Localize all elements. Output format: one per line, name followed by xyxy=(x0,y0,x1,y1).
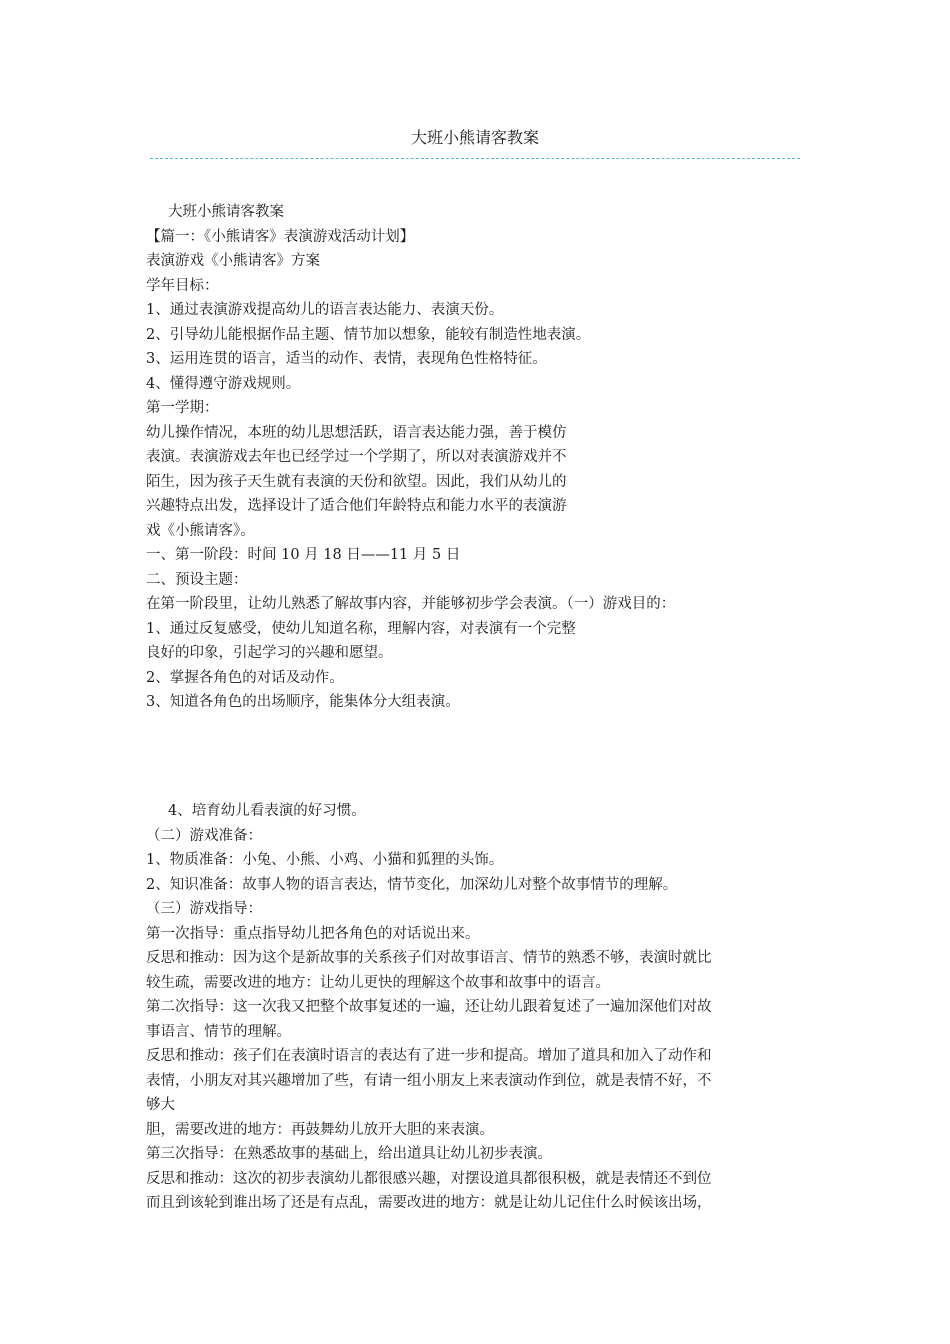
paragraph: 在第一阶段里，让幼儿熟悉了解故事内容，并能够初步学会表演。（一）游戏目的： xyxy=(146,596,676,612)
subtitle: 大班小熊请客教案 xyxy=(168,204,284,220)
paragraph: 一、第一阶段：时间 10 月 18 日——11 月 5 日 xyxy=(146,547,461,563)
paragraph: 3、运用连贯的语言，适当的动作、表情，表现角色性格特征。 xyxy=(146,351,547,367)
paragraph: 第二次指导：这一次我又把整个故事复述的一遍，还让幼儿跟着复述了一遍加深他们对故 xyxy=(146,999,712,1015)
paragraph: 反思和推动：这次的初步表演幼儿都很感兴趣，对摆设道具都很积极，就是表情还不到位 xyxy=(146,1170,712,1187)
paragraph: 陌生，因为孩子天生就有表演的天份和欲望。因此，我们从幼儿的 xyxy=(146,473,567,490)
paragraph: 2、引导幼儿能根据作品主题、情节加以想象，能较有制造性地表演。 xyxy=(146,326,591,343)
body-section-2 xyxy=(146,799,810,1216)
paragraph: 事语言、情节的理解。 xyxy=(146,1023,291,1040)
paragraph: 够大 xyxy=(146,1097,175,1113)
paragraph: （三）游戏指导： xyxy=(146,901,262,917)
paragraph: 反思和推动：孩子们在表演时语言的表达有了进一步和提高。增加了道具和加入了动作和 xyxy=(146,1048,712,1064)
document-title: 大班小熊请客教案 xyxy=(410,128,539,147)
paragraph: 【篇一：《小熊请客》表演游戏活动计划】 xyxy=(146,228,415,245)
paragraph: 第三次指导：在熟悉故事的基础上，给出道具让幼儿初步表演。 xyxy=(146,1146,552,1162)
paragraph: 二、预设主题： xyxy=(146,571,248,588)
paragraph: 胆，需要改进的地方：再鼓舞幼儿放开大胆的来表演。 xyxy=(146,1121,494,1138)
paragraph: 而且到该轮到谁出场了还是有点乱，需要改进的地方：就是让幼儿记住什么时候该出场， xyxy=(146,1195,712,1211)
paragraph: 2、掌握各角色的对话及动作。 xyxy=(146,669,344,686)
paragraph: 2、知识准备：故事人物的语言表达，情节变化，加深幼儿对整个故事情节的理解。 xyxy=(146,876,678,893)
paragraph: 1、通过表演游戏提高幼儿的语言表达能力、表演天份。 xyxy=(146,302,504,318)
body-section-1 xyxy=(146,200,810,715)
paragraph: 3、知道各角色的出场顺序，能集体分大组表演。 xyxy=(146,694,460,710)
title-divider xyxy=(150,158,800,159)
paragraph: 1、物质准备：小兔、小熊、小鸡、小猫和狐狸的头饰。 xyxy=(146,852,504,868)
paragraph: 4、懂得遵守游戏规则。 xyxy=(146,375,301,392)
paragraph: 表演。表演游戏去年也已经学过一个学期了，所以对表演游戏并不 xyxy=(146,449,567,465)
paragraph: 4、培育幼儿看表演的好习惯。 xyxy=(168,803,366,819)
paragraph: 表情，小朋友对其兴趣增加了些，有请一组小朋友上来表演动作到位，就是表情不好，不 xyxy=(146,1072,712,1089)
paragraph: 良好的印象，引起学习的兴趣和愿望。 xyxy=(146,645,393,661)
paragraph: 戏《小熊请客》。 xyxy=(146,522,255,539)
paragraph: 较生疏，需要改进的地方：让幼儿更快的理解这个故事和故事中的语言。 xyxy=(146,974,610,991)
paragraph: 反思和推动：因为这个是新故事的关系孩子们对故事语言、情节的熟悉不够，表演时就比 xyxy=(146,950,712,966)
paragraph: 1、通过反复感受，使幼儿知道名称，理解内容，对表演有一个完整 xyxy=(146,620,576,637)
paragraph: 幼儿操作情况，本班的幼儿思想活跃，语言表达能力强，善于模仿 xyxy=(146,424,567,441)
paragraph: 兴趣特点出发，选择设计了适合他们年龄特点和能力水平的表演游 xyxy=(146,498,567,514)
paragraph: 学年目标： xyxy=(146,277,219,294)
paragraph: 第一次指导：重点指导幼儿把各角色的对话说出来。 xyxy=(146,925,480,942)
paragraph: 第一学期： xyxy=(146,400,219,416)
paragraph: 表演游戏《小熊请客》方案 xyxy=(146,253,320,269)
paragraph: （二）游戏准备： xyxy=(146,827,262,844)
